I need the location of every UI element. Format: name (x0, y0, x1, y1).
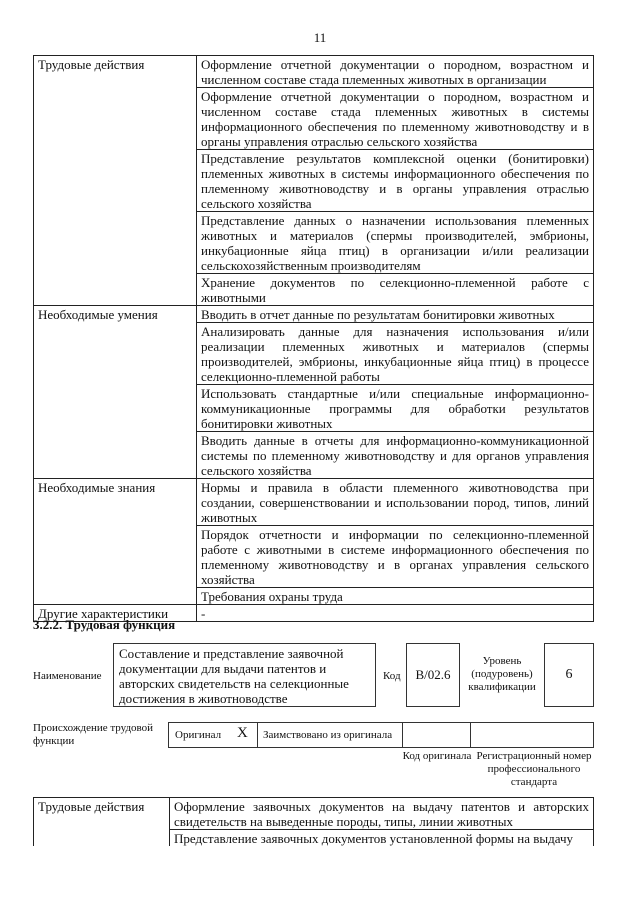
table-cell: Хранение документов по селекционно-племенной работе с животными (197, 274, 594, 306)
divider (257, 723, 258, 747)
table-row (34, 798, 594, 830)
table-cell: Представление заявочных документов установленной формы на выдачу (170, 830, 594, 847)
row-label: Трудовые действия (34, 56, 197, 306)
code-value: B/02.6 (415, 667, 451, 682)
functions-table (33, 55, 594, 622)
level-box (544, 643, 594, 707)
table-cell: Представление результатов комплексной оценки (бонитировки) племенных животных в системы информационного обеспечения по племенному животноводству и в органы управления отраслью сельского хозяйства (197, 150, 594, 212)
table-cell: Вводить в отчет данные по результатам бонитировки животных (197, 306, 594, 323)
name-label: Наименование (33, 670, 102, 682)
origin-label: Происхождение трудовой функции (33, 722, 154, 747)
table-cell: - (197, 605, 594, 622)
table-cell: Оформление отчетной документации о породном, возрастном и численном составе стада племенных животных в системы информационного обеспечения по племенному животноводству и в органы управления отраслью сельского хозяйства (197, 88, 594, 150)
table-row (34, 479, 594, 526)
table-cell: Требования охраны труда (197, 588, 594, 605)
divider (470, 723, 471, 747)
level-value: 6 (565, 667, 573, 682)
origin-row (168, 722, 594, 748)
original-label: Оригинал (175, 729, 222, 741)
table-cell: Анализировать данные для назначения использования и/или реализации племенных животных и материалов (спермы производителей, эмбрионы, инкубационные яйца птиц) в процессе селекционно-племенной работы (197, 323, 594, 385)
row-label: Трудовые действия (34, 798, 170, 847)
page-number: 11 (313, 30, 327, 45)
function-name: Составление и представление заявочной документации для выдачи патентов и авторских свидетельств на селекционные достижения в животноводстве (119, 646, 349, 706)
table-cell: Оформление отчетной документации о породном, возрастном и численном составе стада племенных животных в организации (197, 56, 594, 88)
section-title: 3.2.2. Трудовая функция (33, 617, 176, 632)
level-label: Уровень (подуровень) квалификации (468, 655, 536, 693)
code-label: Код (383, 670, 401, 682)
row-label: Необходимые знания (34, 479, 197, 605)
table-cell: Использовать стандартные и/или специальные информационно-коммуникационные программы для обработки результатов бонитировки животных (197, 385, 594, 432)
row-label: Необходимые умения (34, 306, 197, 479)
table-cell: Вводить данные в отчеты для информационно-коммуникационной системы по племенному животноводству и для органов управления сельского хозяйства (197, 432, 594, 479)
table-cell: Порядок отчетности и информации по селекционно-племенной работе с животными в системе информационного обеспечения по племенному животноводству и в органах управления сельского хозяйства (197, 526, 594, 588)
borrowed-label: Заимствовано из оригинала (263, 729, 393, 741)
table-row (34, 306, 594, 323)
table-row (34, 56, 594, 88)
code-original-label: Код оригинала (402, 750, 472, 762)
row-label: Другие характеристики (34, 605, 197, 622)
reg-number-label: Регистрационный номер профессионального стандарта (476, 750, 592, 788)
table-cell: Оформление заявочных документов на выдачу патентов и авторских свидетельств на выведенные породы, типы, линии животных (170, 798, 594, 830)
code-box (406, 643, 460, 707)
table-cell: Представление данных о назначении использования племенных животных и материалов (спермы производителей, эмбрионы, инкубационные яйца птиц) в организации и/или реализации сельскохозяйственным производителям (197, 212, 594, 274)
divider (402, 723, 403, 747)
table-cell: Нормы и правила в области племенного животноводства при создании, совершенствовании и использовании пород, типов, линий животных (197, 479, 594, 526)
function-name-box (113, 643, 376, 707)
actions-table (33, 797, 594, 846)
original-mark: X (237, 725, 248, 741)
